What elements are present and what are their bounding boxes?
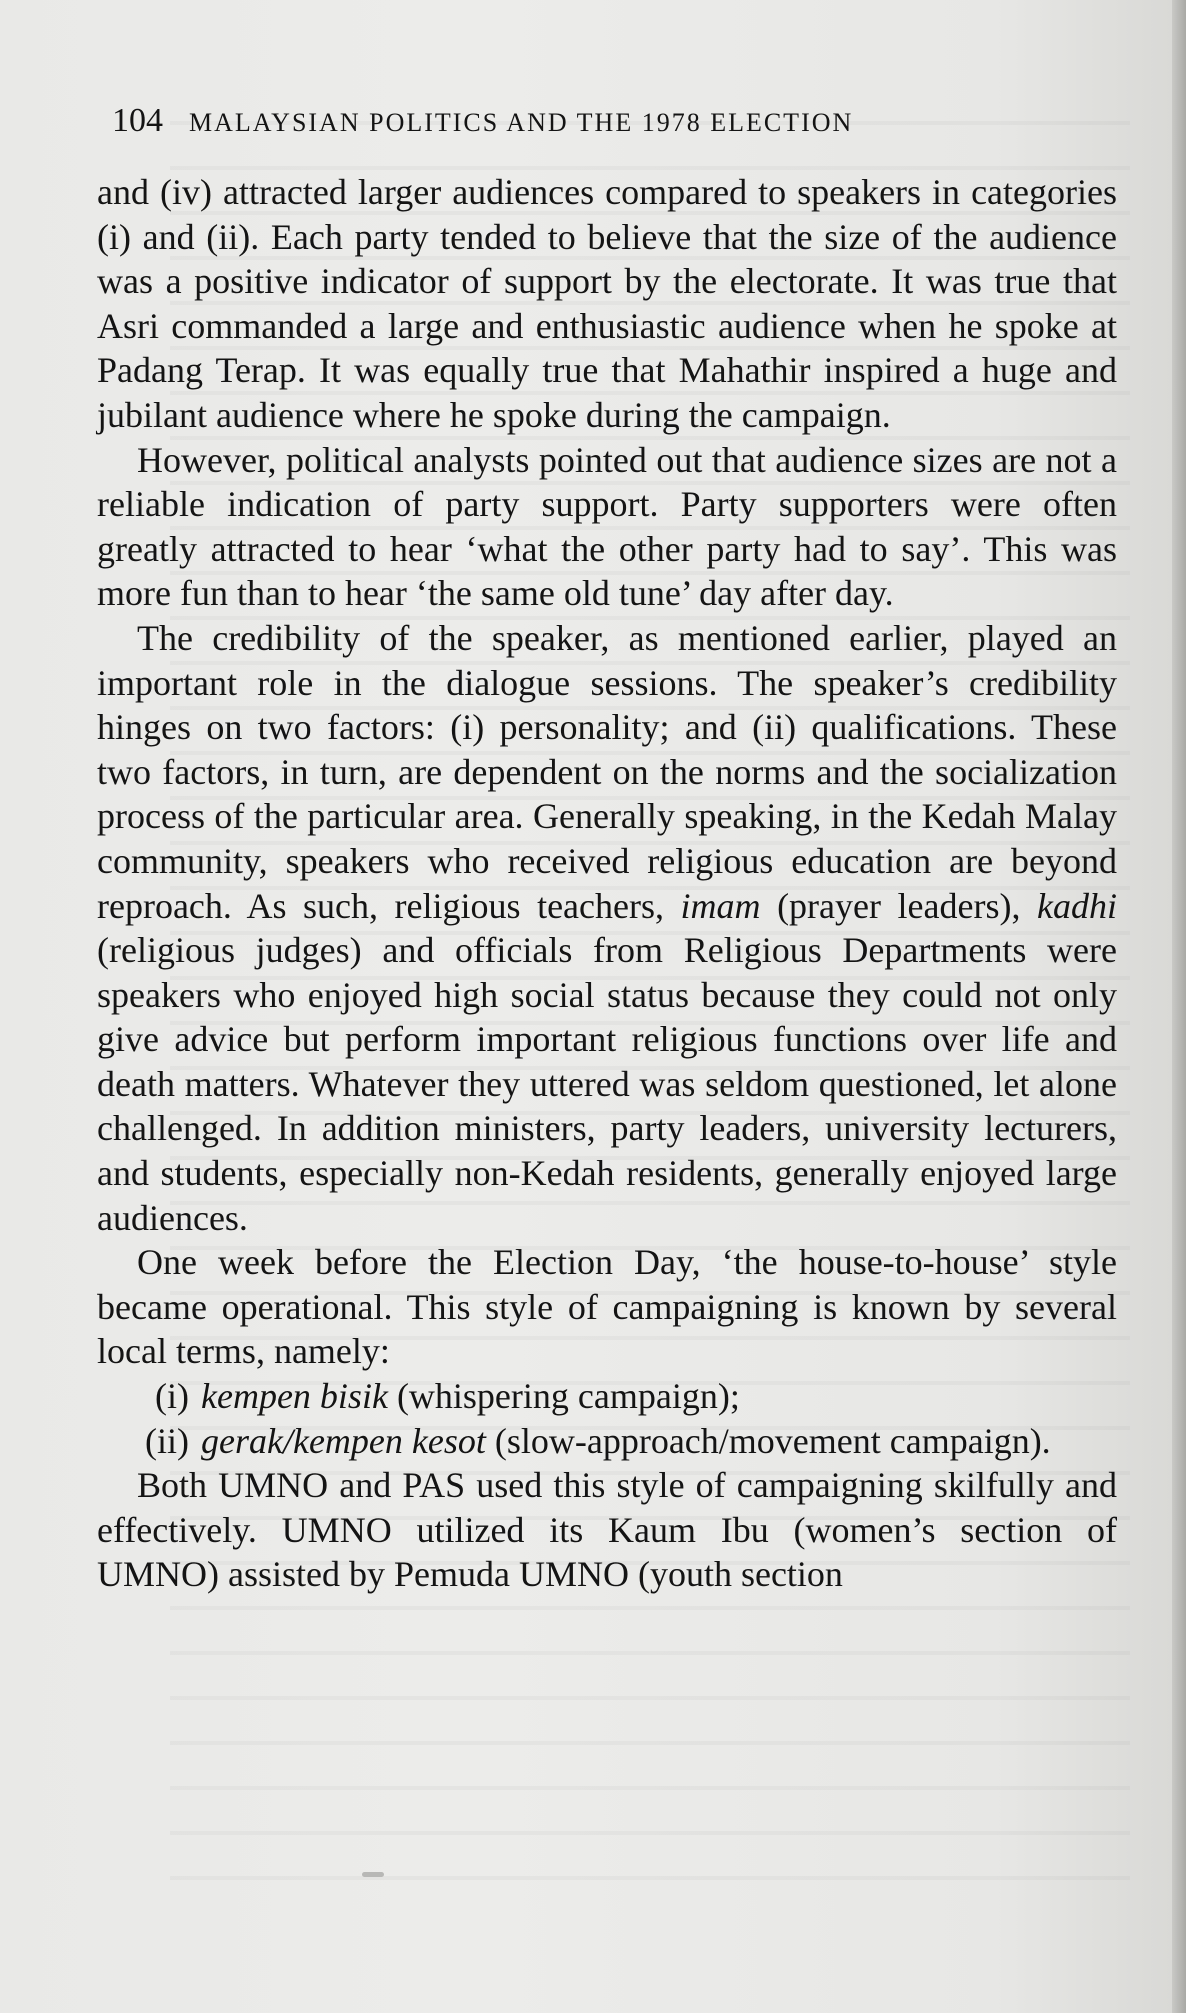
body-text <box>97 170 1117 1597</box>
paragraph-3-part-a: The credibility of the speaker, as mentioned earlier, played an important role in the dialogue sessions. The speaker’s credibility hinges on two factors: (i) personality; and (ii) qualifications. These two factors, in turn, are dependent on the norms and the socialization process of the particular area. Generally speaking, in the Kedah Malay community, speakers who received religious education are beyond reproach. As such, religious teachers, <box>97 617 1117 926</box>
paragraph-2: However, political analysts pointed out that audience sizes are not a reliable indication of party support. Party supporters were often greatly attracted to hear ‘what the other party had to say’. This was more fun than to hear ‘the same old tune’ day after day. <box>97 439 1117 614</box>
ink-spot <box>362 1872 384 1877</box>
list-content <box>201 1374 1117 1419</box>
term-kadhi: kadhi <box>1037 885 1117 926</box>
paragraph-3-part-c: (religious judges) and officials from Religious Departments were speakers who enjoyed high social status because they could not only give advice but perform important religious functions over life and death matters. Whatever they uttered was seldom questioned, let alone challenged. In addition ministers, party leaders, university lecturers, and students, especially non-Kedah residents, generally enjoyed large audiences. <box>97 930 1117 1238</box>
list-marker: (ii) <box>145 1420 189 1461</box>
term-imam: imam <box>680 885 761 926</box>
list-gloss: (whispering campaign); <box>387 1376 740 1417</box>
paragraph-5: Both UMNO and PAS used this style of campaigning skilfully and effectively. UMNO utilized its Kaum Ibu (women’s section of UMNO) assisted by Pemuda UMNO (youth section <box>97 1465 1117 1595</box>
list-item <box>97 1419 1117 1464</box>
running-title: MALAYSIAN POLITICS AND THE 1978 ELECTION <box>189 108 854 137</box>
list-gloss: (slow-approach/movement campaign). <box>485 1420 1051 1461</box>
paragraph-4: One week before the Election Day, ‘the house-to-house’ style became operational. This style of campaigning is known by several local terms, namely: <box>97 1242 1117 1372</box>
list-item <box>97 1374 1117 1419</box>
list-marker: (i) <box>155 1376 189 1417</box>
page-edge <box>1172 0 1186 2013</box>
page-header <box>112 102 853 140</box>
paragraph-3 <box>97 616 1117 1240</box>
list-term: gerak/kempen kesot <box>201 1420 486 1461</box>
paragraph-3-part-b: (prayer leaders), <box>760 885 1037 926</box>
list-term: kempen bisik <box>201 1376 388 1417</box>
page-number: 104 <box>112 102 163 139</box>
paragraph-1: and (iv) attracted larger audiences compared to speakers in categories (i) and (ii). Each party tended to believe that the size of the audience was a positive indicator of support by the electorate. It was true that Asri commanded a large and enthusiastic audience when he spoke at Padang Terap. It was equally true that Mahathir inspired a huge and jubilant audience where he spoke during the campaign. <box>97 172 1117 435</box>
list-content <box>201 1419 1117 1464</box>
